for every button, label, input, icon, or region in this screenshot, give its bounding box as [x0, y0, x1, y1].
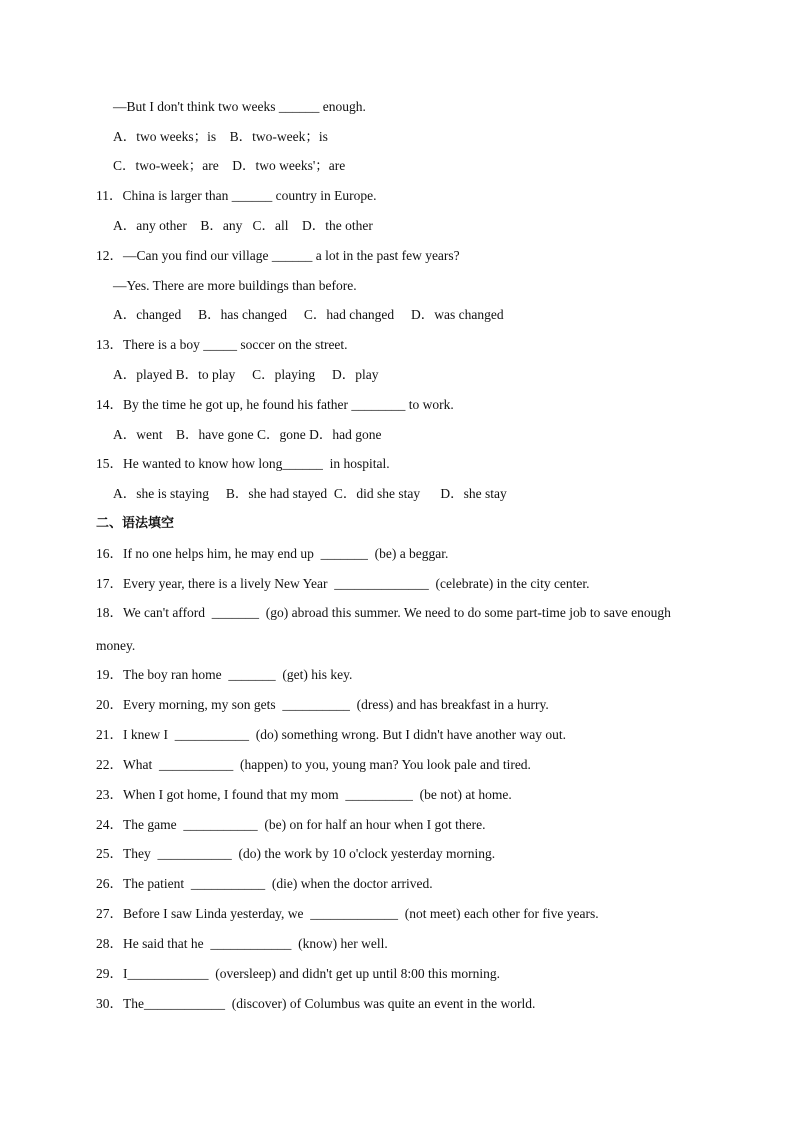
q18-continuation: money. — [96, 638, 136, 653]
q22: 22．What ___________ (happen) to you, young man? You look pale and tired. — [96, 757, 531, 772]
q30: 30．The____________ (discover) of Columbus was quite an event in the world. — [96, 996, 536, 1011]
section-heading-grammar-fill: 二、语法填空 — [96, 516, 175, 531]
q10-options-cd: C．two-week；are D．two weeks'；are — [113, 158, 346, 173]
q13-question: 13．There is a boy _____ soccer on the street. — [96, 337, 348, 352]
q14-options: A．went B．have gone C．gone D．had gone — [113, 427, 382, 442]
q23: 23．When I got home, I found that my mom __________ (be not) at home. — [96, 787, 512, 802]
q17: 17．Every year, there is a lively New Year ______________ (celebrate) in the city center. — [96, 576, 590, 591]
q12-dialogue-reply: —Yes. There are more buildings than before. — [113, 278, 357, 293]
q24: 24．The game ___________ (be) on for half an hour when I got there. — [96, 817, 486, 832]
q28: 28．He said that he ____________ (know) her well. — [96, 936, 388, 951]
q18: 18．We can't afford _______ (go) abroad this summer. We need to do some part-time job to save enough — [96, 605, 671, 620]
q19: 19．The boy ran home _______ (get) his key. — [96, 667, 353, 682]
q16: 16．If no one helps him, he may end up _______ (be) a beggar. — [96, 546, 449, 561]
q10-dialogue-line: —But I don't think two weeks ______ enough. — [113, 99, 366, 114]
q21: 21．I knew I ___________ (do) something wrong. But I didn't have another way out. — [96, 727, 566, 742]
q15-options: A．she is staying B．she had stayed C．did she stay D．she stay — [113, 486, 507, 501]
q10-options-ab: A．two weeks；is B．two-week；is — [113, 129, 328, 144]
q25: 25．They ___________ (do) the work by 10 o'clock yesterday morning. — [96, 846, 496, 861]
q12-question: 12．—Can you find our village ______ a lot in the past few years? — [96, 248, 460, 263]
q12-options: A．changed B．has changed C．had changed D．was changed — [113, 307, 504, 322]
q11-question: 11．China is larger than ______ country in Europe. — [96, 188, 377, 203]
q29: 29．I____________ (oversleep) and didn't get up until 8:00 this morning. — [96, 966, 501, 981]
q11-options: A．any other B．any C．all D．the other — [113, 218, 373, 233]
q14-question: 14．By the time he got up, he found his father ________ to work. — [96, 397, 454, 412]
q20: 20．Every morning, my son gets __________ (dress) and has breakfast in a hurry. — [96, 697, 549, 712]
q27: 27．Before I saw Linda yesterday, we _____________ (not meet) each other for five years. — [96, 906, 599, 921]
q26: 26．The patient ___________ (die) when the doctor arrived. — [96, 876, 433, 891]
q13-options: A．played B．to play C．playing D．play — [113, 367, 379, 382]
q15-question: 15．He wanted to know how long______ in hospital. — [96, 456, 390, 471]
